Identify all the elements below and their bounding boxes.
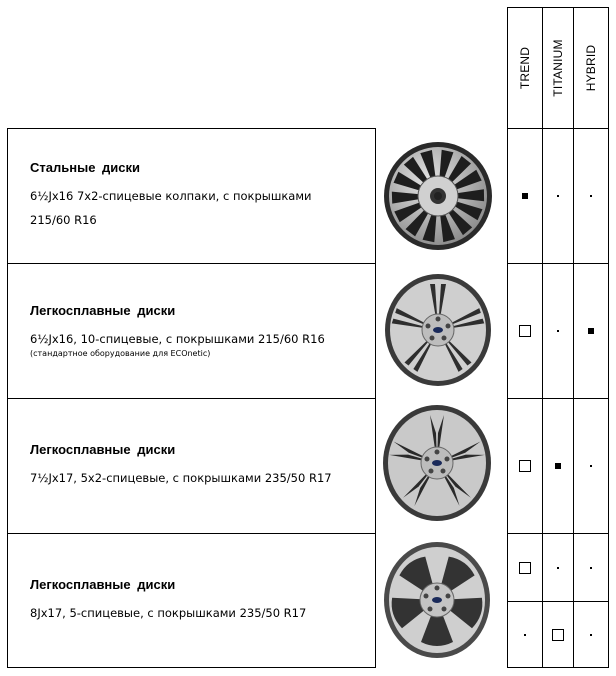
option-mark bbox=[519, 325, 531, 337]
standard-mark bbox=[522, 193, 528, 199]
row-3-description bbox=[7, 398, 376, 534]
row-2-note: (стандартное оборудование для ECOnetic) bbox=[30, 349, 211, 358]
alloy-wheel-5-spoke-icon bbox=[381, 540, 493, 660]
row-2-spec-line-1: 6½Jx16, 10-спицевые, с покрышками 215/60 R16 bbox=[30, 332, 325, 346]
header-titanium bbox=[542, 7, 574, 129]
option-mark bbox=[519, 460, 531, 472]
row-1-spec-line-1: 6½Jx16 7x2-спицевые колпаки, с покрышками bbox=[30, 189, 312, 203]
not-available-mark bbox=[524, 634, 526, 636]
option-mark bbox=[519, 562, 531, 574]
row-2-titanium-cell bbox=[542, 263, 574, 399]
row-1-hybrid-cell bbox=[573, 128, 609, 264]
row-4b-trend-cell bbox=[507, 601, 543, 668]
row-3-titanium-cell bbox=[542, 398, 574, 534]
not-available-mark bbox=[590, 465, 592, 467]
standard-mark bbox=[555, 463, 561, 469]
not-available-mark bbox=[557, 567, 559, 569]
alloy-wheel-5x2-spoke-icon bbox=[380, 403, 494, 523]
row-3-trend-cell bbox=[507, 398, 543, 534]
row-2-trend-cell bbox=[507, 263, 543, 399]
row-4-spec-line-1: 8Jx17, 5-спицевые, с покрышками 235/50 R17 bbox=[30, 605, 307, 620]
row-1-description bbox=[7, 128, 376, 264]
row-4a-trend-cell bbox=[507, 533, 543, 602]
standard-mark bbox=[588, 328, 594, 334]
row-1-spec-line-2: 215/60 R16 bbox=[30, 213, 97, 227]
row-2-title: Легкосплавные диски bbox=[30, 303, 176, 318]
not-available-mark bbox=[557, 330, 559, 332]
row-1-title: Стальные диски bbox=[30, 160, 141, 175]
row-2-description bbox=[7, 263, 376, 399]
alloy-wheel-10-spoke-icon bbox=[382, 272, 494, 388]
row-4-title: Легкосплавные диски bbox=[30, 576, 176, 592]
row-4b-hybrid-cell bbox=[573, 601, 609, 668]
not-available-mark bbox=[590, 567, 592, 569]
steel-wheel-cover-icon bbox=[382, 140, 494, 252]
header-hybrid-label: HYBRID bbox=[584, 44, 598, 92]
row-4a-hybrid-cell bbox=[573, 533, 609, 602]
row-1-trend-cell bbox=[507, 128, 543, 264]
row-2-hybrid-cell bbox=[573, 263, 609, 399]
option-mark bbox=[552, 629, 564, 641]
header-hybrid bbox=[573, 7, 609, 129]
header-trend bbox=[507, 7, 543, 129]
row-3-hybrid-cell bbox=[573, 398, 609, 534]
not-available-mark bbox=[557, 195, 559, 197]
row-4b-titanium-cell bbox=[542, 601, 574, 668]
row-4-description bbox=[7, 533, 376, 668]
row-4a-titanium-cell bbox=[542, 533, 574, 602]
not-available-mark bbox=[590, 195, 592, 197]
row-3-title: Легкосплавные диски bbox=[30, 442, 176, 457]
not-available-mark bbox=[590, 634, 592, 636]
header-trend-label: TREND bbox=[518, 46, 532, 90]
row-1-titanium-cell bbox=[542, 128, 574, 264]
row-3-spec-line-1: 7½Jx17, 5x2-спицевые, с покрышками 235/50 R17 bbox=[30, 471, 332, 485]
header-titanium-label: TITANIUM bbox=[551, 39, 565, 97]
